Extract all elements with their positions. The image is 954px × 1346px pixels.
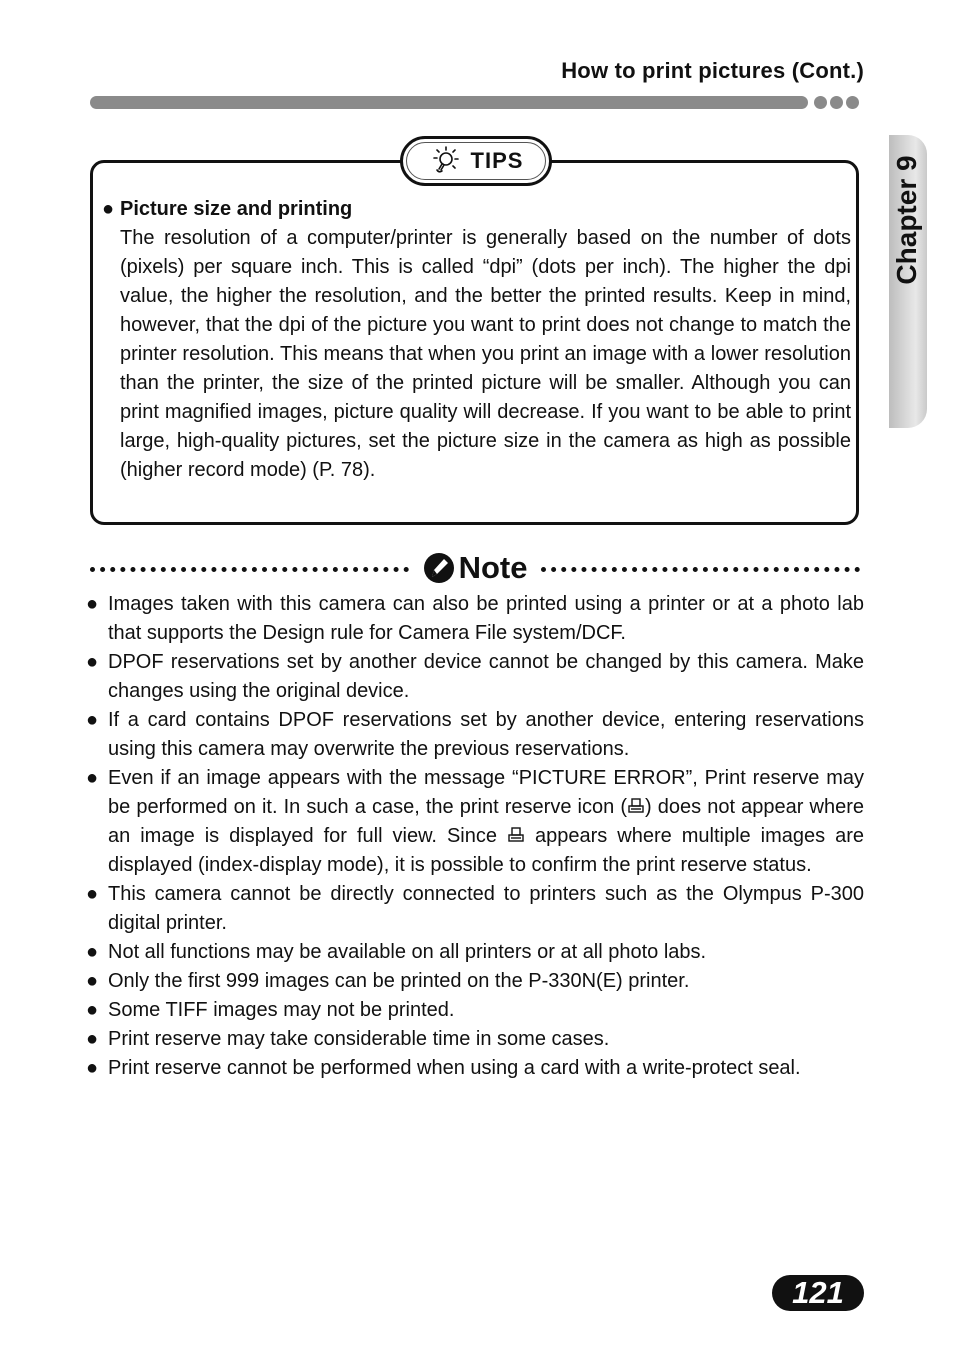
tips-light-icon	[429, 145, 461, 177]
list-item: ● Some TIFF images may not be printed.	[86, 999, 455, 1021]
note-header	[90, 548, 860, 588]
header-rule	[90, 96, 808, 109]
list-item: ● Even if an image appears with the message “PICTURE ERROR”, Print reserve may be performed on it. In such a case, the print reserve icon ( ) does not appear where an image is displayed for full view. Since appears where multiple images are displayed (index-display mode), it is possible to confirm the print reserve status.	[86, 767, 865, 876]
tips-label: TIPS	[470, 148, 524, 173]
chapter-label: Chapter 9	[891, 155, 922, 285]
bullet: ●	[102, 198, 115, 220]
list-item: ● If a card contains DPOF reservations set by another device, entering reservations using this camera may overwrite the previous reservations.	[86, 709, 864, 760]
header-dots	[814, 96, 859, 109]
list-item: ● DPOF reservations set by another device cannot be changed by this camera. Make changes using the original device.	[86, 651, 864, 702]
page-number: 121	[772, 1275, 864, 1311]
dotted-rule-right	[541, 567, 860, 572]
pencil-icon	[423, 552, 455, 584]
tips-heading-text: Picture size and printing	[120, 198, 353, 220]
tips-heading	[102, 195, 851, 224]
list-item: ● Images taken with this camera can also be printed using a printer or at a photo lab that supports the Design rule for Camera File system/DCF.	[86, 593, 864, 644]
tips-badge	[400, 136, 552, 186]
dotted-rule-left	[90, 567, 409, 572]
list-item: ● Print reserve may take considerable time in some cases.	[86, 1028, 610, 1050]
note-list	[86, 590, 864, 1083]
list-item: ● This camera cannot be directly connected to printers such as the Olympus P-300 digital printer.	[86, 883, 864, 934]
list-item: ● Only the first 999 images can be printed on the P-330N(E) printer.	[86, 970, 690, 992]
print-reserve-icon	[627, 797, 645, 815]
list-item: ● Print reserve cannot be performed when using a card with a write-protect seal.	[86, 1057, 801, 1079]
tips-content	[102, 195, 851, 485]
tips-body: The resolution of a computer/printer is generally based on the number of dots (pixels) per square inch. This is called “dpi” (dots per inch). The higher the dpi value, the higher the resolution, and the better the printed results. Keep in mind, however, that the dpi of the picture you want to print does not change to match the printer resolution. This means that when you print an image with a lower resolution than the printer, the size of the printed picture will be smaller. Although you can print magnified images, picture quality will decrease. If you want to be able to print large, high-quality pictures, set the picture size in the camera as high as possible (higher record mode) (P. 78).	[120, 227, 851, 481]
print-reserve-icon	[507, 826, 525, 844]
list-item: ● Not all functions may be available on all printers or at all photo labs.	[86, 941, 707, 963]
section-title: How to print pictures (Cont.)	[561, 58, 864, 83]
note-title: Note	[458, 550, 528, 585]
